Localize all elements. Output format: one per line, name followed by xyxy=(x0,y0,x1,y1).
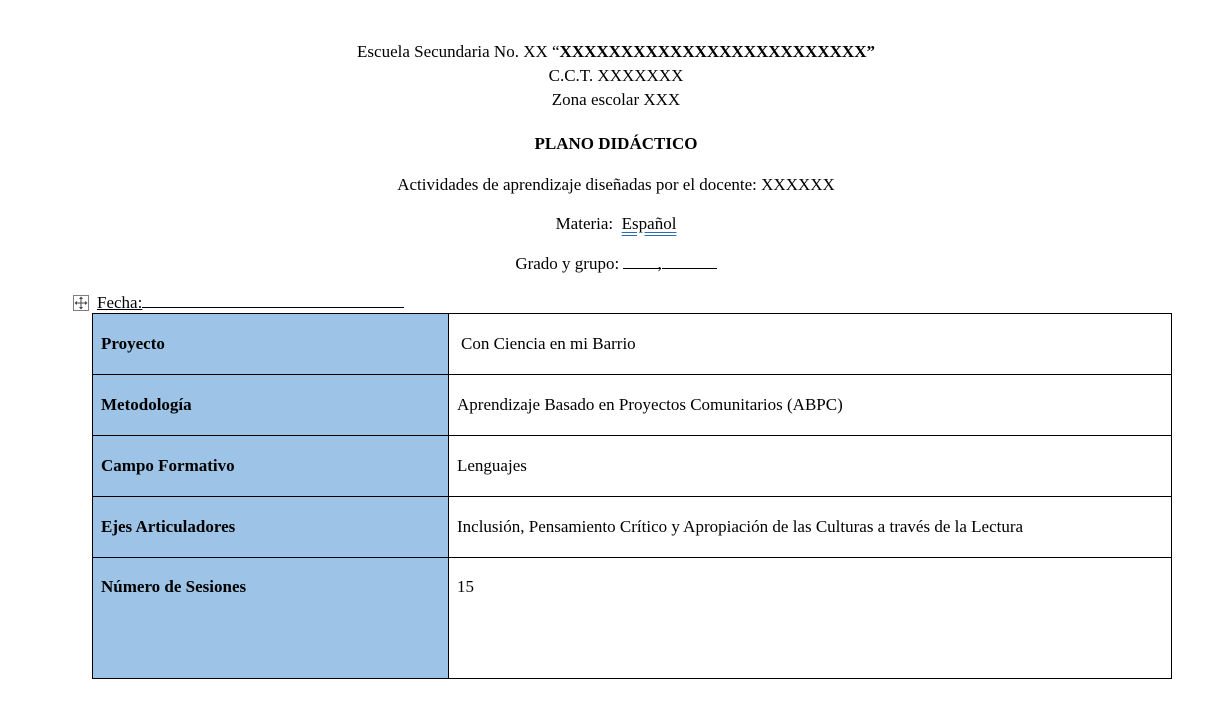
date-line xyxy=(97,293,404,313)
subject-line xyxy=(0,214,1229,234)
row-value[interactable] xyxy=(449,314,1172,375)
table-row xyxy=(93,436,1172,497)
row-label: Número de Sesiones xyxy=(93,558,449,679)
school-name-line xyxy=(0,42,1229,62)
grade-line xyxy=(0,254,1229,274)
subject-label: Materia: xyxy=(555,214,614,233)
grade-label: Grado y grupo: xyxy=(515,254,620,273)
subject-value[interactable]: Español xyxy=(621,214,677,233)
move-arrows-icon[interactable] xyxy=(73,295,89,311)
row-label: Metodología xyxy=(93,375,449,436)
group-blank[interactable] xyxy=(662,254,717,269)
plan-table xyxy=(92,313,1172,679)
row-value[interactable]: Lenguajes xyxy=(449,436,1172,497)
row-value[interactable]: Inclusión, Pensamiento Crítico y Apropiación de las Culturas a través de la Lectura xyxy=(449,497,1172,558)
row-value[interactable]: Aprendizaje Basado en Proyectos Comunitarios (ABPC) xyxy=(449,375,1172,436)
row-value[interactable]: 15 xyxy=(449,558,1172,679)
row-label: Ejes Articuladores xyxy=(93,497,449,558)
row-label: Campo Formativo xyxy=(93,436,449,497)
school-name: XXXXXXXXXXXXXXXXXXXXXXXXX” xyxy=(559,42,875,61)
grade-blank[interactable] xyxy=(623,254,661,269)
cct-line: C.C.T. XXXXXXX xyxy=(548,66,684,85)
table-row xyxy=(93,558,1172,679)
zone-line: Zona escolar XXX xyxy=(551,90,681,109)
school-prefix: Escuela Secundaria No. XX “ xyxy=(357,42,560,61)
document-title: PLANO DIDÁCTICO xyxy=(534,134,698,153)
row-label: Proyecto xyxy=(93,314,449,375)
table-row xyxy=(93,497,1172,558)
date-label: Fecha: xyxy=(97,293,143,312)
date-blank[interactable] xyxy=(142,293,404,308)
project-value: Con Ciencia en mi Barrio xyxy=(461,334,636,353)
activities-line: Actividades de aprendizaje diseñadas por el docente: XXXXXX xyxy=(397,175,835,194)
table-row xyxy=(93,375,1172,436)
table-row xyxy=(93,314,1172,375)
grade-separator: , xyxy=(657,254,662,273)
